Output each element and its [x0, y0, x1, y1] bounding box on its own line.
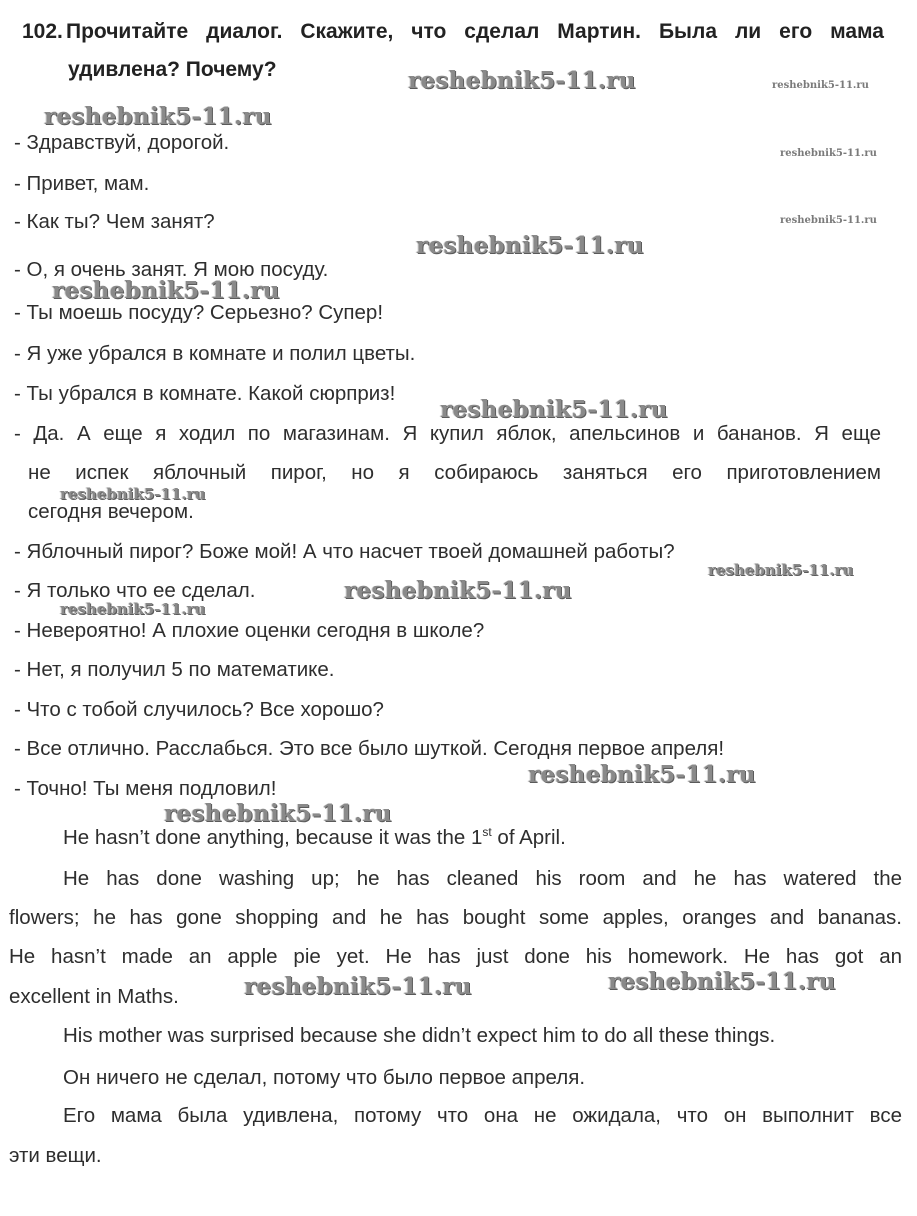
watermark: reshebnik5-11.ru — [244, 973, 472, 1000]
answer-text: He hasn’t done anything, because it was the 1 — [63, 826, 483, 849]
watermark: reshebnik5-11.ru — [780, 215, 877, 226]
dialogue-line: - Нет, я получил 5 по математике. — [14, 658, 335, 681]
watermark: reshebnik5-11.ru — [164, 800, 392, 827]
ordinal-suffix: st — [482, 825, 492, 840]
dialogue-line: - Ты моешь посуду? Серьезно? Супер! — [14, 301, 384, 324]
answer-line: Он ничего не сделал, потому что было первое апреля. — [63, 1066, 586, 1089]
dialogue-line: - Как ты? Чем занят? — [14, 210, 215, 233]
dialogue-line: - Ты убрался в комнате. Какой сюрприз! — [14, 382, 396, 405]
dialogue-line: - Точно! Ты меня подловил! — [14, 777, 277, 800]
watermark: reshebnik5-11.ru — [44, 103, 272, 130]
watermark: reshebnik5-11.ru — [440, 396, 668, 423]
exercise-prompt-line-2: удивлена? Почему? — [68, 58, 277, 81]
exercise-prompt-line-1: Прочитайте диалог. Скажите, что сделал Мартин. Была ли его мама — [66, 20, 884, 43]
watermark: reshebnik5-11.ru — [772, 80, 869, 91]
dialogue-line: - Что с тобой случилось? Все хорошо? — [14, 698, 384, 721]
answer-line — [63, 825, 566, 851]
dialogue-line: - Я только что ее сделал. — [14, 579, 256, 602]
dialogue-line: - Здравствуй, дорогой. — [14, 131, 230, 154]
dialogue-line: сегодня вечером. — [28, 500, 194, 523]
watermark: reshebnik5-11.ru — [52, 277, 280, 304]
watermark: reshebnik5-11.ru — [344, 577, 572, 604]
answer-line: Его мама была удивлена, потому что она не ожидала, что он выполнит все — [63, 1104, 902, 1127]
watermark: reshebnik5-11.ru — [608, 968, 836, 995]
dialogue-line: - Невероятно! А плохие оценки сегодня в школе? — [14, 619, 485, 642]
dialogue-line: - Я уже убрался в комнате и полил цветы. — [14, 342, 416, 365]
watermark: reshebnik5-11.ru — [780, 148, 877, 159]
answer-line: He has done washing up; he has cleaned his room and he has watered the — [63, 867, 902, 890]
exercise-number: 102. — [22, 20, 63, 43]
dialogue-line: - Привет, мам. — [14, 172, 150, 195]
watermark: reshebnik5-11.ru — [408, 67, 636, 94]
dialogue-line: - Яблочный пирог? Боже мой! А что насчет твоей домашней работы? — [14, 540, 675, 563]
answer-line: His mother was surprised because she didn’t expect him to do all these things. — [63, 1024, 776, 1047]
dialogue-line: - Все отлично. Расслабься. Это все было шуткой. Сегодня первое апреля! — [14, 737, 725, 760]
watermark: reshebnik5-11.ru — [528, 761, 756, 788]
watermark: reshebnik5-11.ru — [60, 485, 206, 503]
dialogue-line: не испек яблочный пирог, но я собираюсь заняться его приготовлением — [28, 461, 881, 484]
answer-line: excellent in Maths. — [9, 985, 179, 1008]
watermark: reshebnik5-11.ru — [708, 561, 854, 579]
watermark: reshebnik5-11.ru — [60, 600, 206, 618]
answer-text: of April. — [491, 826, 566, 849]
watermark: reshebnik5-11.ru — [416, 232, 644, 259]
answer-line: эти вещи. — [9, 1144, 102, 1167]
dialogue-line: - О, я очень занят. Я мою посуду. — [14, 258, 329, 281]
dialogue-line: - Да. А еще я ходил по магазинам. Я купил яблок, апельсинов и бананов. Я еще — [14, 422, 881, 445]
answer-line: He hasn’t made an apple pie yet. He has just done his homework. He has got an — [9, 945, 902, 968]
answer-line: flowers; he has gone shopping and he has bought some apples, oranges and bananas. — [9, 906, 902, 929]
